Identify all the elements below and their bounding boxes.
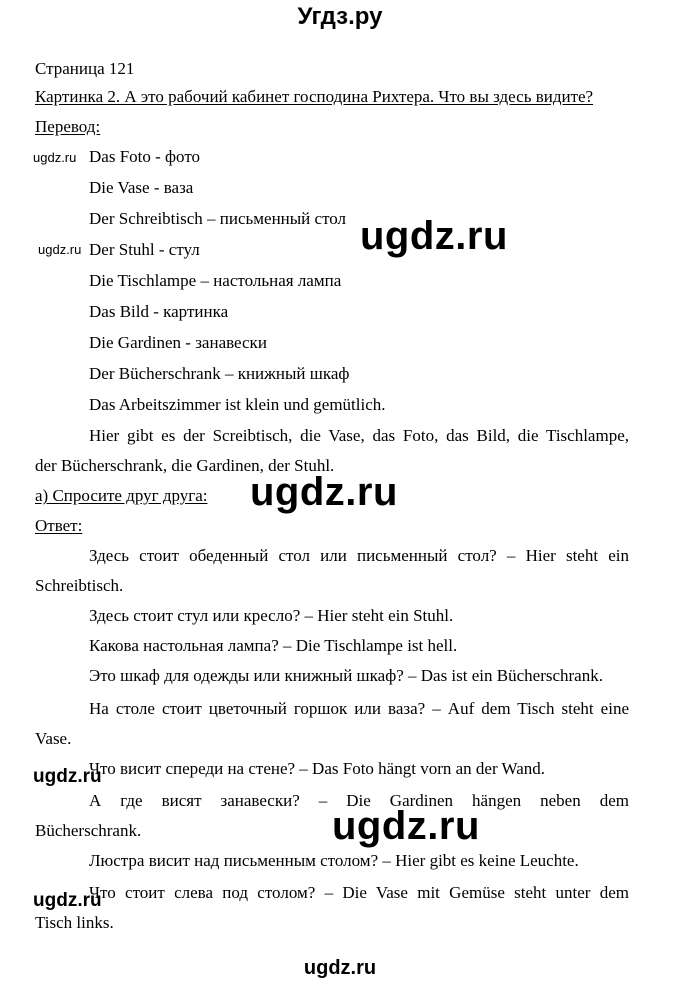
- qa-line: Vase.: [35, 729, 72, 748]
- watermark-small: ugdz.ru: [38, 242, 82, 257]
- vocab-item: Die Gardinen - занавески: [89, 333, 267, 352]
- site-header: Угдз.ру: [297, 3, 383, 30]
- qa-line: Здесь стоит обеденный стол или письменный стол? – Hier steht ein: [89, 546, 629, 565]
- watermark-large: ugdz.ru: [360, 214, 508, 258]
- answer-label: Ответ:: [35, 516, 83, 535]
- site-footer: ugdz.ru: [303, 957, 377, 979]
- watermark-small: ugdz.ru: [33, 150, 77, 165]
- qa-line: Tisch links.: [35, 913, 114, 932]
- qa-line: Schreibtisch.: [35, 576, 124, 595]
- vocab-item: Das Bild - картинка: [89, 302, 229, 321]
- translation-label: Перевод:: [35, 117, 101, 136]
- vocab-item: Der Schreibtisch – письменный стол: [89, 209, 347, 228]
- picture-heading: Картинка 2. А это рабочий кабинет господина Рихтера. Что вы здесь видите?: [35, 87, 594, 106]
- watermark-large: ugdz.ru: [332, 804, 480, 848]
- qa-line: А где висят занавески? – Die Gardinen hängen neben dem: [89, 791, 629, 810]
- qa-line: Bücherschrank.: [35, 821, 142, 840]
- qa-line: Что стоит слева под столом? – Die Vase mit Gemüse steht unter dem: [89, 883, 629, 902]
- vocab-item: Die Vase - ваза: [89, 178, 194, 197]
- task-label: а) Спросите друг друга:: [35, 486, 208, 505]
- qa-line: Здесь стоит стул или кресло? – Hier steht ein Stuhl.: [89, 606, 454, 625]
- page-number: Страница 121: [35, 59, 135, 78]
- qa-line: На столе стоит цветочный горшок или ваза? – Auf dem Tisch steht eine: [89, 699, 629, 718]
- watermark-medium: ugdz.ru: [33, 890, 102, 911]
- watermark-medium: ugdz.ru: [33, 766, 102, 787]
- qa-line: Люстра висит над письменным столом? – Hier gibt es keine Leuchte.: [89, 851, 579, 870]
- vocab-item: Die Tischlampe – настольная лампа: [89, 271, 342, 290]
- vocab-item: Der Stuhl - стул: [89, 240, 200, 259]
- vocab-item: Das Arbeitszimmer ist klein und gemütlich.: [89, 395, 386, 414]
- qa-line: Это шкаф для одежды или книжный шкаф? – Das ist ein Bücherschrank.: [89, 666, 603, 685]
- vocab-item: Der Bücherschrank – книжный шкаф: [89, 364, 350, 383]
- qa-line: Что висит спереди на стене? – Das Foto hängt vorn an der Wand.: [89, 759, 546, 778]
- qa-line: Какова настольная лампа? – Die Tischlampe ist hell.: [89, 636, 458, 655]
- vocab-item: Das Foto - фото: [89, 147, 201, 166]
- summary-line: der Bücherschrank, die Gardinen, der Stuhl.: [35, 456, 335, 475]
- watermark-large: ugdz.ru: [250, 470, 398, 514]
- summary-line: Hier gibt es der Screibtisch, die Vase, das Foto, das Bild, die Tischlampe,: [89, 426, 629, 445]
